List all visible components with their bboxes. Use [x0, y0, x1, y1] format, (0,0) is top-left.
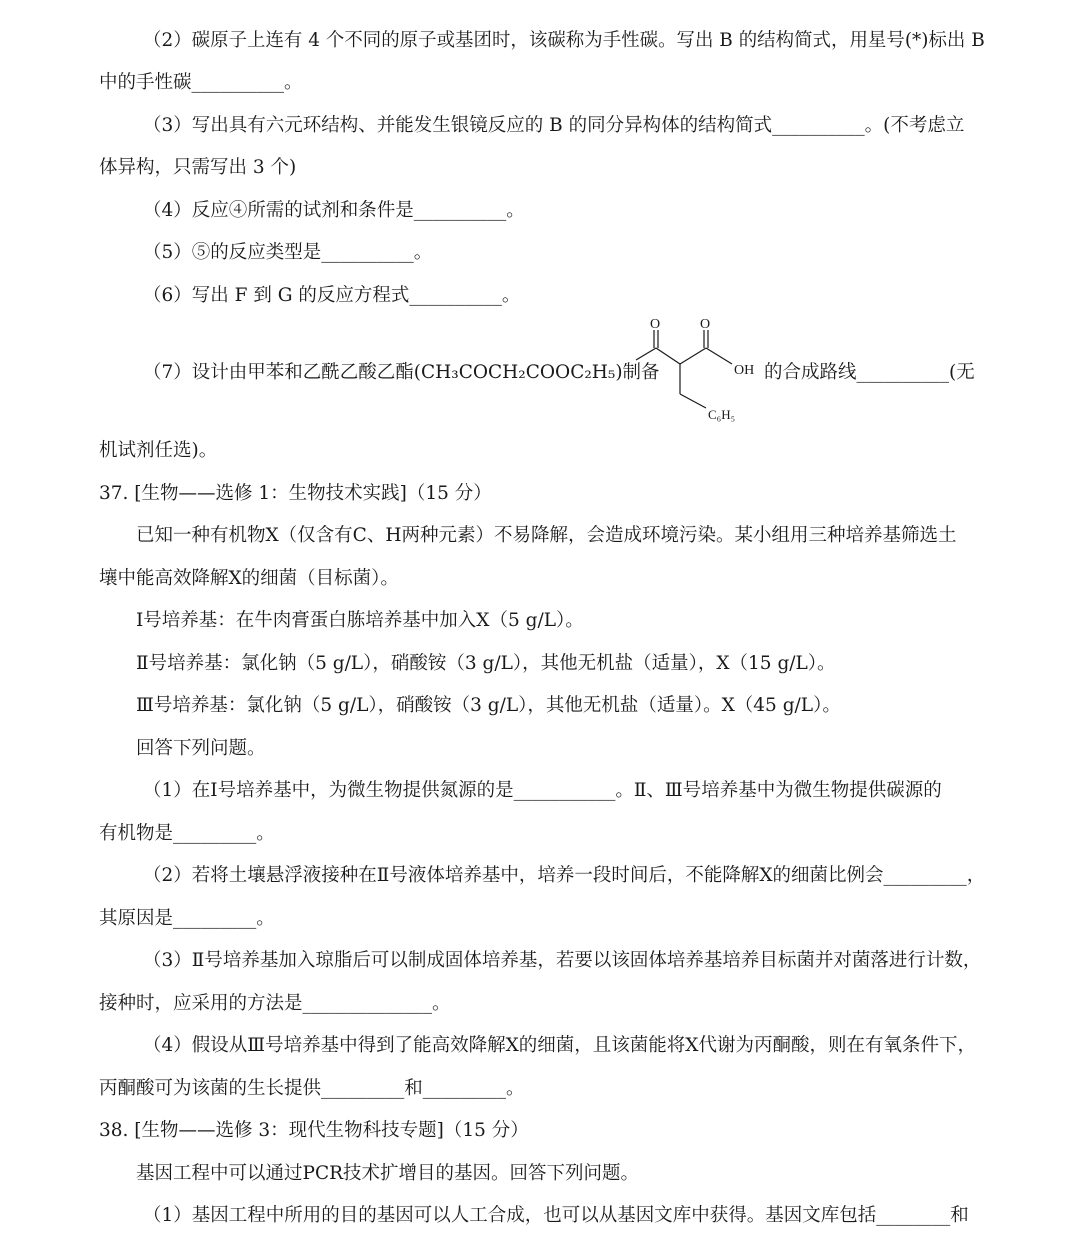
q37-p3-line2: 接种时，应采用的方法是______________。	[99, 993, 451, 1014]
bond-ketone-ch	[656, 348, 680, 364]
chem-q3-line2: 体异构，只需写出 3 个)	[99, 157, 297, 178]
chem-q4: （4）反应④所需的试剂和条件是__________。	[143, 200, 525, 221]
chem-q2-line1: （2）碳原子上连有 4 个不同的原子或基团时，该碳称为手性碳。写出 B 的结构简式，用星号(*)标出 B	[143, 30, 985, 51]
q37-p2-line2: 其原因是_________。	[99, 908, 275, 929]
q37-medium-1: Ⅰ号培养基：在牛肉膏蛋白胨培养基中加入X（5 g/L）。	[136, 610, 584, 631]
q38-header: 38. [生物——选修 3：现代生物科技专题]（15 分）	[99, 1120, 529, 1141]
q37-medium-3: Ⅲ号培养基：氯化钠（5 g/L），硝酸铵（3 g/L），其他无机盐（适量）。X（45 g/L）。	[136, 695, 841, 716]
q37-p2-line1: （2）若将土壤悬浮液接种在Ⅱ号液体培养基中，培养一段时间后，不能降解X的细菌比例会_________，	[143, 865, 986, 886]
q37-prompt: 回答下列问题。	[136, 738, 266, 759]
chem-q6: （6）写出 F 到 G 的反应方程式__________。	[143, 285, 521, 306]
chemical-structure	[632, 316, 762, 426]
oxygen-left: O	[650, 317, 661, 332]
chem-q7-line2: 机试剂任选)。	[99, 440, 218, 461]
q38-intro: 基因工程中可以通过PCR技术扩增目的基因。回答下列问题。	[136, 1163, 640, 1184]
q37-intro-line2: 壤中能高效降解X的细菌（目标菌）。	[99, 568, 399, 589]
chem-q7-line1b: 的合成路线__________(无	[764, 362, 975, 383]
q37-p3-line1: （3）Ⅱ号培养基加入琼脂后可以制成固体培养基，若要以该固体培养基培养目标菌并对菌落进行计数，	[143, 950, 982, 971]
q37-intro-line1: 已知一种有机物X（仅含有C、H两种元素）不易降解，会造成环境污染。某小组用三种培养基筛选土	[136, 525, 957, 546]
q37-p4-line2: 丙酮酸可为该菌的生长提供_________和_________。	[99, 1078, 525, 1099]
q38-p1: （1）基因工程中所用的目的基因可以人工合成，也可以从基因文库中获得。基因文库包括________和	[143, 1205, 969, 1226]
oxygen-right: O	[700, 317, 711, 332]
q37-header: 37. [生物——选修 1：生物技术实践]（15 分）	[99, 483, 492, 504]
bond-ch2-ph	[680, 394, 706, 408]
q37-p1-line2: 有机物是_________。	[99, 823, 275, 844]
chem-q3-line1: （3）写出具有六元环结构、并能发生银镜反应的 B 的同分异构体的结构简式__________。(不考虑立	[143, 115, 965, 136]
q37-p4-line1: （4）假设从Ⅲ号培养基中得到了能高效降解X的细菌，且该菌能将X代谢为丙酮酸，则在有氧条件下，	[143, 1035, 976, 1056]
chem-q5: （5）⑤的反应类型是__________。	[143, 242, 433, 263]
chem-q7-line1a: （7）设计由甲苯和乙酰乙酸乙酯(CH₃COCH₂COOC₂H₅)制备	[143, 362, 660, 383]
q37-medium-2: Ⅱ号培养基：氯化钠（5 g/L），硝酸铵（3 g/L），其他无机盐（适量），X（15 g/L）。	[136, 653, 836, 674]
bond-ch-cooh	[680, 348, 706, 364]
phenyl-label: C₆H₅	[708, 407, 736, 422]
bond-c-oh	[706, 348, 732, 364]
hydroxyl-label: OH	[734, 363, 755, 378]
bond-methyl	[636, 348, 656, 360]
chem-q2-line2: 中的手性碳__________。	[99, 72, 303, 93]
q37-p1-line1: （1）在Ⅰ号培养基中，为微生物提供氮源的是___________。Ⅱ、Ⅲ号培养基中为微生物提供碳源的	[143, 780, 942, 801]
